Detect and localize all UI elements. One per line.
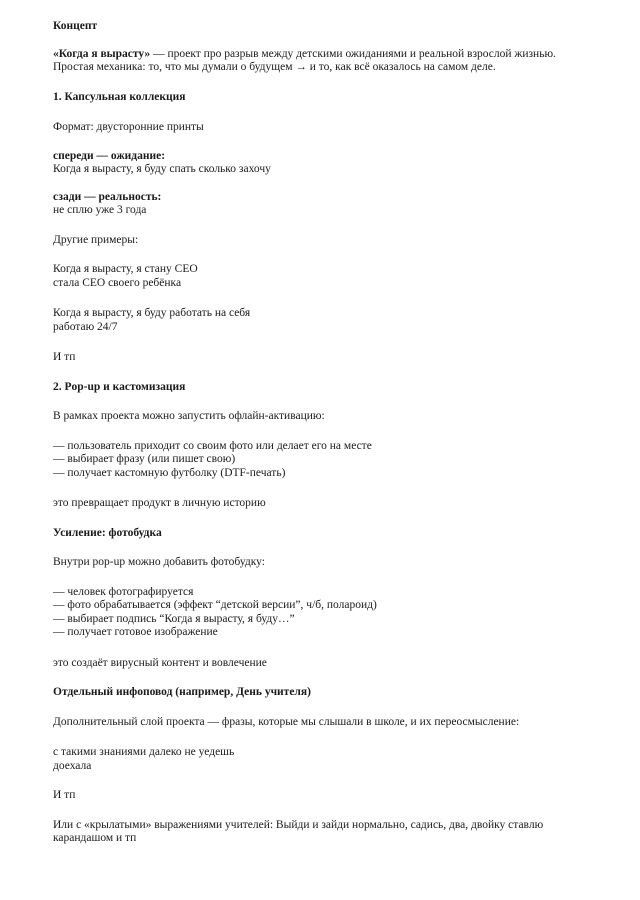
- teacher-example-back: доехала: [53, 759, 92, 772]
- back-text: не сплю уже 3 года: [53, 204, 147, 216]
- popup-heading: 2. Pop-up и кастомизация: [53, 380, 186, 393]
- other-examples-label: Другие примеры:: [53, 233, 139, 246]
- teacher-example-front: с такими знаниями далеко не уедешь: [53, 746, 235, 758]
- project-name: «Когда я вырасту»: [53, 47, 151, 60]
- example-front: Когда я вырасту, я буду работать на себя: [53, 307, 251, 319]
- example-back: работаю 24/7: [53, 320, 118, 333]
- example-front: Когда я вырасту, я стану CEO: [53, 263, 198, 275]
- popup-intro: В рамках проекта можно запустить офлайн-активацию:: [53, 410, 325, 422]
- back-block: [53, 191, 593, 218]
- example-block: [53, 307, 593, 334]
- concept-intro-line-2: Простая механика: то, что мы думали о будущем → и то, как всё оказалось на самом деле.: [53, 61, 496, 73]
- back-label: сзади — реальность:: [53, 190, 162, 203]
- front-block: [53, 150, 593, 177]
- concept-intro-text: — проект про разрыв между детскими ожиданиями и реальной взрослой жизнью.: [150, 47, 556, 60]
- photobooth-intro: Внутри pop-up можно добавить фотобудку:: [53, 556, 265, 568]
- teacher-etc: И тп: [53, 789, 76, 801]
- list-item: — получает кастомную футболку (DTF-печать): [53, 466, 286, 479]
- front-text: Когда я вырасту, я буду спать сколько захочу: [53, 163, 271, 175]
- capsule-format: Формат: двусторонние принты: [53, 121, 204, 133]
- photobooth-heading: Усиление: фотобудка: [53, 526, 162, 539]
- teacher-intro: Дополнительный слой проекта — фразы, которые мы слышали в школе, и их переосмысление:: [53, 715, 520, 728]
- teacher-closing: Или с «крылатыми» выражениями учителей: Выйди и зайди нормально, садись, два, двойку ставлю карандашом и тп: [53, 818, 544, 844]
- document: [53, 20, 593, 846]
- list-item: — получает готовое изображение: [53, 626, 218, 638]
- teacher-example: [53, 746, 593, 773]
- photobooth-steps-list: [53, 586, 593, 640]
- example-block: [53, 263, 593, 290]
- popup-note: это превращает продукт в личную историю: [53, 497, 266, 509]
- capsule-etc: И тп: [53, 351, 76, 363]
- list-item: — пользователь приходит со своим фото или делает его на месте: [53, 439, 372, 452]
- list-item: — человек фотографируется: [53, 585, 194, 598]
- list-item: — выбирает фразу (или пишет свою): [53, 453, 236, 465]
- popup-steps-list: [53, 440, 593, 481]
- teacher-heading: Отдельный инфоповод (например, День учителя): [53, 686, 311, 698]
- capsule-heading: 1. Капсульная коллекция: [53, 90, 186, 103]
- front-label: спереди — ожидание:: [53, 149, 166, 162]
- photobooth-note: это создаёт вирусный контент и вовлечение: [53, 656, 267, 669]
- list-item: — выбирает подпись “Когда я вырасту, я буду…”: [53, 612, 295, 625]
- list-item: — фото обрабатывается (эффект “детской версии”, ч/б, полароид): [53, 599, 377, 611]
- concept-intro-line-1: [53, 48, 593, 62]
- example-back: стала CEO своего ребёнка: [53, 276, 182, 289]
- concept-heading: Концепт: [53, 20, 98, 32]
- concept-intro: [53, 48, 593, 75]
